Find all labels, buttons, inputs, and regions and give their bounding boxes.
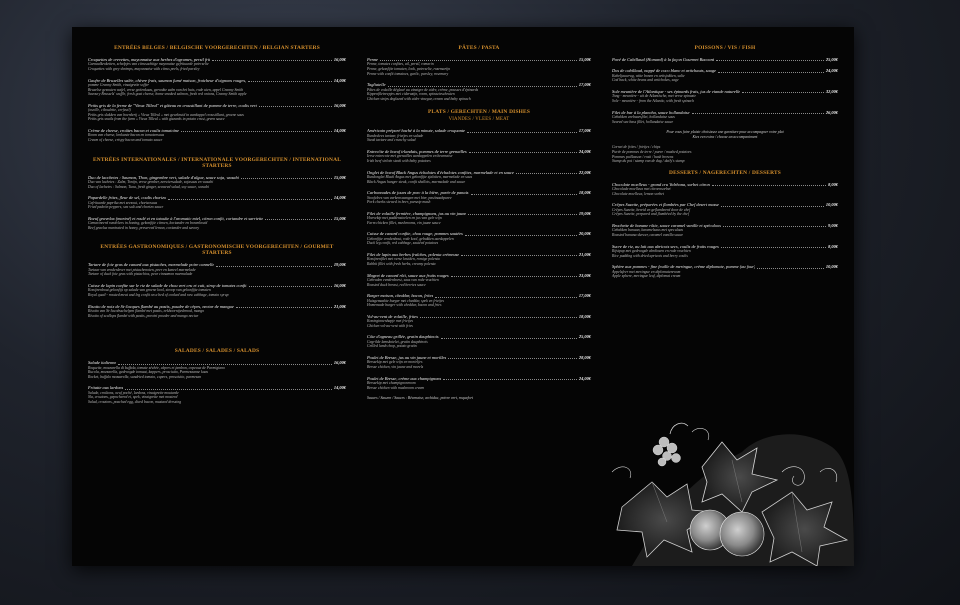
- menu-item-name: Côte d'agneau grillée, gratin dauphinois: [367, 334, 439, 340]
- menu-item-name: Filet de bar à la plancha, sauce hollandaise: [612, 109, 690, 115]
- menu-item-price: 10,00€: [825, 264, 838, 270]
- menu-item: [367, 57, 591, 76]
- menu-item-description: Petits gris snails from the farm « Vieux Tilleul » with gizzards in potato crust, green sauce: [88, 117, 225, 122]
- menu-item-name: Penne: [367, 57, 378, 62]
- menu-item-description: Gebakken banaan, karamelsaus met speculaas: [612, 228, 683, 233]
- leader-dots: [448, 358, 577, 359]
- menu-item: [367, 334, 591, 349]
- menu-item-name: Magret de canard rôti, sauce aux fruits rouges: [367, 272, 449, 278]
- menu-item: [88, 304, 346, 319]
- menu-item-price: 24,00€: [578, 375, 591, 381]
- menu-item-description: Huisgemaakte burger met cheddar, spek en frietjes: [367, 298, 444, 303]
- menu-item-name: Risotto de noix de St-Jacques flambé au pastis, poudre de cèpes, nectar de mangue: [88, 303, 234, 309]
- menu-item-name: Tartare de foie gras de canard aux pistaches, marmelade poire cannelle: [88, 262, 215, 268]
- menu-item-description: Royal quail - rossted meat and leg confit on a bed of cooked and raw cabbage, tomato syrup: [88, 292, 229, 297]
- menu-item-price: 15,00€: [333, 215, 346, 221]
- menu-item-description: Risotto van St-Jacobsschelpen flambé met pastis, eekhoorntjesbrood, mango: [88, 308, 205, 313]
- menu-item: [88, 128, 346, 143]
- menu-item-name: Crème de cheese, croûtes bacon et coulis tomatoïne: [88, 127, 180, 133]
- menu-item-price: 16,00€: [333, 57, 346, 62]
- menu-item-description: Duo van lachetes : Zalm, Tonijn, verse gember, zeewiersalade, sojasaus en wasabi: [88, 179, 214, 184]
- menu-item-price: 21,00€: [578, 251, 591, 257]
- menu-item-description: Homemade burger with cheddar, bacon and fries: [367, 303, 442, 308]
- menu-item-description: Penne, tomates confites, ail, persil, romarin: [367, 62, 434, 67]
- menu-item-name: Poulet de Bresse, jus au vin jaune et morilles: [367, 354, 447, 360]
- menu-item-price: 21,00€: [333, 303, 346, 309]
- menu-item-description: Black Angus hanger steak, confit shallots, marmalade and sauce: [367, 179, 466, 184]
- leader-dots: [721, 247, 826, 248]
- menu-item-price: 22,00€: [578, 169, 591, 175]
- menu-item-description: Duck leg confit, red cabbage, sautéed potatoes: [367, 241, 439, 246]
- menu-item-name: Tagliatelle: [367, 82, 386, 88]
- menu-item-description: Bresse chicken with mushroom cream: [367, 385, 425, 390]
- menu-item-name: Papardelle frites, fleur de sel, coulis chorizo: [88, 195, 167, 201]
- menu-item: [367, 82, 591, 101]
- menu-item-name: Vol-au-vent de volaille, frites: [367, 313, 418, 319]
- menu-item-description: Cod back, white beans and artichokes, sage: [612, 78, 679, 83]
- menu-item-price: 32,00€: [825, 89, 838, 94]
- menu-item-price: 8,00€: [828, 243, 838, 249]
- leader-dots: [692, 113, 824, 114]
- menu-item-description: Chicken strips deglazed with cider vinegar, cream and baby spinach: [367, 96, 471, 101]
- menu-item-description: Gemarineerd rundvlees in honing, gekonfijte citroen, koriander en bonenkruid: [88, 221, 208, 226]
- menu-item-description: Rucola, mozzarella, gedroogde tomaat, kappers, prosciutto, Parmezaanse kaas: [88, 370, 209, 375]
- menu-item-name: Dos de cabillaud, nappé de coco blanc et artichauts, sauge: [612, 68, 717, 74]
- menu-item-name: Entrecôte de boeuf irlandais, pommes de terre grenailles: [367, 148, 467, 154]
- menu-item-description: Sla, croutons, gepocheerd ei, spek, vinaigrette met mosterd: [88, 395, 178, 400]
- menu-item-description: Penne, gekonfijte tomaten, look, peterselie, rozemarijn: [367, 67, 451, 71]
- list-international-starters: [88, 175, 346, 231]
- menu-item-description: Gebakken zeebaarsfilet, hollandaise saus: [612, 115, 675, 119]
- leader-dots: [469, 152, 577, 153]
- menu-item: [367, 293, 591, 308]
- menu-item-price: 16,00€: [333, 282, 346, 288]
- menu-item: [88, 216, 346, 231]
- menu-item: [367, 190, 591, 205]
- menu-item: [612, 110, 838, 125]
- menu-item-name: Américain préparé haché à la minute, salade croquante: [367, 128, 466, 134]
- leader-dots: [265, 219, 332, 220]
- menu-item-description: Gekonfijte eendenbout, rode kool, gebakken aardappelen: [367, 236, 454, 241]
- menu-item-description: Risotto of scallops flambé with pastis, porcini powder and mango nectar: [88, 313, 199, 318]
- menu-item: [88, 283, 346, 298]
- menu-item: [612, 223, 838, 238]
- leader-dots: [241, 178, 332, 179]
- sides-note-line-2: Kies een extra / choose an accompaniment: [692, 134, 758, 139]
- menu-item-description: Salade, croûtons, oeuf poché, lardons, vinaigrette moutarde: [88, 390, 179, 395]
- menu-item: [612, 264, 838, 279]
- menu-item-description: Garnaalkroketten, schelpjes van citrusachtige mayonaise gefrituurde peterselie: [88, 62, 209, 67]
- menu-item-price: 25,00€: [578, 334, 591, 340]
- menu-item-description: Penne with confit tomatoes, garlic, parsley, rosemary: [367, 71, 449, 76]
- menu-item-description: Kippenfiletreepjes met ciderazijn, room, spinaziescheuten: [367, 92, 455, 97]
- menu-item-description: Fried padrón peppers, sea salt and chorizo sauce: [88, 205, 164, 210]
- menu-item-description: Konijnenfilet met verse kruiden, romige polenta: [367, 257, 440, 262]
- section-title-salads: SALADES / SALADES / SALADS: [174, 348, 260, 355]
- list-desserts: [612, 182, 838, 279]
- section-title-desserts: DESSERTS / NAGERECHTEN / DESSERTS: [669, 169, 781, 176]
- menu-item-name: Petits gris de la ferme de "Vieux Tilleul" et gâteau en croustillant de pomme de terre, coulis vert: [88, 102, 257, 108]
- menu-item-description: Appelsfeer met meringue en diplomatenroom: [612, 269, 681, 274]
- menu-item-description: Cream of cheese, crispy bacon and tomato sauce: [88, 137, 163, 142]
- menu-item: [367, 314, 591, 329]
- leader-dots: [712, 185, 826, 186]
- menu-item-description: Stoofvlees van varkenswangen met bier, pastinaakpuree: [367, 195, 452, 200]
- menu-item-price: 19,00€: [578, 210, 591, 216]
- list-pasta: [367, 57, 591, 101]
- menu-item-price: 17,00€: [578, 82, 591, 88]
- menu-item-name: Salade italienne: [88, 360, 117, 366]
- menu-item-description: Bressekip met gele wijn en morieljes: [367, 360, 423, 365]
- sides-list: [612, 145, 838, 163]
- menu-item-description: Gebraden eendenborst, saus van rode vruchten: [367, 277, 439, 282]
- menu-item-name: Onglet de boeuf Black Angus échalotes d'échalotes confites, marmelade et en sauce: [367, 169, 514, 175]
- menu-item: [88, 195, 346, 210]
- menu-item-name: Gaufre de Bruxelles salée, chèvre frais, saumon fumé maison, fraicheur d'oignons rouges,: [88, 77, 247, 83]
- menu-item: [88, 262, 346, 277]
- menu-item-name: Chocolate moelleux - grand cru Valrhona, sorbet citron: [612, 181, 710, 187]
- section-title-international-starters: ENTRÉES INTERNATIONALES / INTERNATIONALE VOORGERECHTEN / INTERNATIONAL STARTERS: [92, 156, 342, 169]
- menu-item-name: Sphère aux pommes - fine feuille de meringue, crème diplomate, pomme (au four): [612, 264, 756, 270]
- menu-item-price: 19,00€: [333, 262, 346, 268]
- menu-item-description: Kabeljauwrug, witte bonen en artisjokken, salie: [612, 73, 685, 78]
- menu-item-price: 14,00€: [333, 127, 346, 133]
- menu-item-description: Pâtes de volaille déglacé au vinaigre de cidre, crème, pousses d'épinards: [367, 87, 479, 92]
- menu-item: [367, 376, 591, 391]
- menu-item-description: Crêpes Suzette, bereid en geflambeerd door de chef: [612, 207, 691, 212]
- menu-item-description: Roquette, mozzarella di buffala, tomate séchée, câpres et jambon, copeaux de Parmigiano: [88, 365, 225, 370]
- list-gourmet-starters: [88, 262, 346, 318]
- menu-item-name: Brochette de banane rôtie, sauce caramel vanille et spéculoos: [612, 222, 721, 228]
- menu-item-description: Steak tartare and crunchy salad: [367, 138, 416, 143]
- section-title-belgian-starters: ENTRÉES BELGES / BELGISCHE VOORGERECHTEN / BELGIAN STARTERS: [114, 45, 320, 51]
- section-subtitle-meat: VIANDES / VLEES / MEAT: [448, 117, 510, 123]
- menu-item-price: 24,00€: [825, 68, 838, 74]
- menu-item-description: Room van cheese, krokante bacon en tomatensaus: [88, 133, 165, 138]
- column-starters: [88, 45, 346, 411]
- menu-item-description: Chocolate moelleux, lemon sorbet: [612, 191, 664, 196]
- menu-item-description: Ierse entrecote met grenailles aardappelen en bearnaise: [367, 154, 453, 159]
- menu-item: [367, 128, 591, 143]
- menu-item-name: Crêpes Suzette, préparées et flambées par Chef desert masse: [612, 202, 719, 208]
- leader-dots: [723, 226, 826, 227]
- menu-item-price: 14,00€: [333, 77, 346, 83]
- leader-dots: [420, 317, 577, 318]
- leader-dots: [465, 235, 577, 236]
- menu-item-description: Tartaar van eendenlever met pistachenoten, peer en kaneel marmelade: [88, 267, 196, 272]
- leader-dots: [471, 194, 577, 195]
- menu-item: [612, 182, 838, 197]
- list-belgian-starters: [88, 57, 346, 143]
- menu-item-description: Hoevekip met paddenstoelen en jus van gele wijn: [367, 216, 442, 221]
- menu-item: [88, 360, 346, 379]
- leader-dots: [443, 379, 577, 380]
- leader-dots: [718, 72, 824, 73]
- side-item: Purée de pommes de terre / puree / mashed potatoes: [612, 149, 692, 154]
- menu-item-description: Chocolade moelleux met citroensorbet: [612, 187, 671, 192]
- menu-item-description: Chicken vol-au-vent with fries: [367, 323, 413, 328]
- column-mains: [367, 45, 591, 401]
- menu-item: [367, 231, 591, 246]
- leader-dots: [236, 307, 332, 308]
- menu-item-name: Duo de lacchetes : Saumon, Thon, gingembre vert, salade d'algue, sauce soja, wasabi: [88, 174, 239, 180]
- menu-item: [367, 252, 591, 267]
- menu-item: [88, 103, 346, 122]
- sides-note-line-1: Pour vous faire plaisir choisissez une garniture pour accompagner votre plat: [666, 130, 784, 135]
- menu-item-price: 16,00€: [333, 360, 346, 366]
- leader-dots: [118, 364, 332, 365]
- leader-dots: [212, 60, 332, 61]
- menu-item: [612, 68, 838, 83]
- fig-right: [720, 512, 764, 556]
- leader-dots: [451, 276, 577, 277]
- menu-item-price: 16,00€: [333, 102, 346, 108]
- section-title-gourmet-starters: ENTRÉES GASTRONOMIQUES / GASTRONOMISCHE VOORGERECHTEN / GOURMET STARTERS: [100, 244, 334, 257]
- menu-item-name: Boeuf gravelax (mariné) et roulé et en tatouke à l'aromatic miel, citron confit, coriandre et sarriette: [88, 215, 264, 221]
- menu-item-name: Carbonnades de joues de porc à la bière, purée de panais: [367, 190, 469, 196]
- menu-item-price: 15,00€: [333, 174, 346, 180]
- menu-item: [367, 211, 591, 226]
- menu-item-description: Savoury Brussels' waffle, fresh goat cheese, home smoked salmon, fresh red onions, Granny Smith apple: [88, 92, 247, 97]
- leader-dots: [757, 268, 823, 269]
- leader-dots: [259, 106, 332, 107]
- menu-item-head: [612, 57, 838, 62]
- leader-dots: [742, 92, 824, 93]
- menu-item-name: Croquettes de crevettes, mayonnaise aux herbes d'agrumes, persil frit: [88, 57, 211, 62]
- menu-item: [367, 170, 591, 185]
- menu-item: [88, 78, 346, 97]
- menu-item-description: Bresse chicken, vin jaune and morels: [367, 364, 424, 369]
- menu-item-name: Filet de volaille fermière, champignons, jus au vin jaune: [367, 210, 467, 216]
- menu-item-price: 17,00€: [578, 128, 591, 134]
- list-salads: [88, 360, 346, 404]
- menu-page: [72, 27, 854, 566]
- menu-item-description: Rundsvlees tartaar, frietjes en salade: [367, 133, 424, 138]
- section-title-pasta: PÂTES / PASTA: [458, 45, 500, 51]
- menu-item-description: Rijstpap met gedroogde abrikozen en rode vruchten: [612, 248, 691, 253]
- menu-item-description: Crêpes Suzette, prepared and flambéed by the chef: [612, 212, 689, 217]
- menu-item-name: Cuisse de lapin confite sur le riz de salade de chou vert cru et cuit, sirop de tomates confit: [88, 282, 247, 288]
- menu-item-description: Tong - meunière - uit de Atlantische, met verse spinazie: [612, 94, 697, 99]
- menu-item-description: Duo of lachetes : Salmon, Tuna, fresh ginger, seaweed salad, soy sauce, wasabi: [88, 184, 209, 189]
- menu-item: [612, 202, 838, 217]
- menu-item-description: Croquettes with grey shrimps, mayonnaise with citrus peels, fried parsley: [88, 67, 200, 71]
- menu-item-price: 20,00€: [578, 231, 591, 237]
- menu-item: [612, 57, 838, 62]
- menu-item-description: Rocket, buffalo mozzarella, sundried tomato, capers, prosciutto, parmesan: [88, 374, 202, 379]
- leader-dots: [380, 60, 577, 61]
- menu-item-price: 23,00€: [578, 272, 591, 278]
- leader-dots: [216, 266, 332, 267]
- menu-item-description: Gegrilde lamskotelet, gratin dauphinois: [367, 339, 428, 344]
- menu-item-description: Petits gris slakken van boerderij « Vieux Tilleul » met geurkruid in aardappel croustillant, groene saus: [88, 112, 244, 117]
- section-title-main-dishes: PLATS / GERECHTEN / MAIN DISHES: [427, 109, 531, 116]
- column-fish-desserts: [612, 45, 838, 285]
- menu-item-name: Filet de lapin aux herbes fraîches, polenta crémeuse: [367, 251, 460, 257]
- menu-item-name: Sucre de riz, au lait aux abricots secs, coulis de fruits rouges: [612, 243, 719, 249]
- leader-dots: [125, 389, 332, 390]
- leader-dots: [721, 206, 824, 207]
- leader-dots: [468, 214, 577, 215]
- menu-item-description: pomme Granny Smith, vinaigrette soffer: [88, 83, 149, 87]
- menu-item: [367, 273, 591, 288]
- section-title-fish: POISSONS / VIS / FISH: [694, 45, 756, 51]
- menu-item-price: 14,00€: [333, 385, 346, 391]
- menu-item-name: Fritatte aux lardons: [88, 385, 124, 391]
- menu-item-description: Rice pudding with dried apricots and berry coulis: [612, 253, 688, 258]
- menu-item-price: 26,00€: [825, 109, 838, 115]
- menu-item-description: Irish beef sirloin steak with baby potatoes: [367, 158, 431, 163]
- menu-item-description: Farm chicken fillet, mushrooms, vin jaune sauce: [367, 220, 441, 225]
- menu-item: [88, 175, 346, 190]
- menu-item-price: 10,00€: [825, 202, 838, 208]
- menu-item-description: Bruxelse gezouten wafel, verse geitenkaas, gerookte zalm van het huis, rode uien, appel Granny Smith: [88, 87, 244, 92]
- menu-item-description: Gefrituurde paprika met zeezout, chorizosaus: [88, 200, 158, 205]
- side-item: Pommes paillasson / rosti / hash browns: [612, 154, 674, 159]
- side-item: Stamp du pot / stamp van de dag / daily's stamp: [612, 159, 685, 164]
- menu-item-description: (oseille, ciboulette, cerfeuil): [88, 108, 131, 113]
- list-fish: [612, 57, 838, 124]
- menu-item-description: Seared sea bass fillet, hollandaise sauce: [612, 119, 674, 124]
- leader-dots: [461, 255, 577, 256]
- menu-item: [367, 149, 591, 164]
- menu-item-name: Poulet de Bresse, crème aux champignons: [367, 375, 442, 381]
- menu-item-description: Koninginnenhapje met frietjes: [367, 319, 413, 324]
- menu-item-price: 8,00€: [828, 181, 838, 187]
- sides-note: [612, 130, 838, 139]
- menu-item-price: 25,00€: [825, 57, 838, 62]
- leader-dots: [181, 131, 332, 132]
- leader-dots: [388, 86, 577, 87]
- menu-item-description: Grilled lamb chop, potato gratin: [367, 344, 417, 349]
- menu-item-description: Rundonglet Black Angus met gekonfijte sjalotten, marmelade en saus: [367, 174, 473, 179]
- menu-item-price: 14,00€: [333, 195, 346, 201]
- leader-dots: [435, 297, 577, 298]
- menu-item-price: 28,00€: [578, 354, 591, 360]
- menu-item: [88, 385, 346, 404]
- menu-item: [612, 89, 838, 104]
- menu-item-description: Pork cheeks stewed in beer, parsnip mash: [367, 200, 431, 205]
- menu-item-name: Pavé de Cabillaud (Homard) à la façon Gourmet Baccard: [612, 57, 715, 62]
- menu-item-price: 9,00€: [828, 222, 838, 228]
- menu-item-description: Rabbit fillet with fresh herbs, creamy polenta: [367, 261, 436, 266]
- menu-item-description: Konijnenbout gekonfijt op salade van groene kool, siroop van gekonfijte tomaten: [88, 288, 211, 293]
- menu-item-description: Beef gravlax marinated in honey, preserved lemon, coriander and savory: [88, 225, 200, 230]
- menu-item-price: 24,00€: [578, 148, 591, 154]
- menu-item-description: Roasted banana skewer, caramel vanilla sauce: [612, 232, 684, 237]
- leader-dots: [248, 81, 332, 82]
- leader-dots: [516, 173, 577, 174]
- leader-dots: [168, 199, 332, 200]
- menu-item-price: 15,00€: [578, 57, 591, 62]
- menu-item-description: Roasted duck breast, red berries sauce: [367, 282, 426, 287]
- menu-item: [612, 244, 838, 259]
- menu-item-price: 18,00€: [578, 190, 591, 196]
- menu-item-price: 17,00€: [578, 293, 591, 299]
- leader-dots: [249, 286, 332, 287]
- menu-item-description: Bressekip met champignonroom: [367, 380, 416, 385]
- menu-item: [88, 57, 346, 72]
- menu-item-description: Tartare of duck foie gras with pistachios, pear cinnamon marmalade: [88, 272, 193, 277]
- side-item: Cornet de frites / frietjes / chips: [612, 145, 661, 150]
- menu-item-description: Apple sphere, meringue leaf, diplomat cream: [612, 274, 681, 279]
- leader-dots: [441, 338, 577, 339]
- menu-item-name: Sole meunière de l'Atlantique - ses épinards frais, jus de viande naturelle: [612, 89, 741, 94]
- menu-item-description: Sole - meunière - from the Atlantic, with fresh spinach: [612, 99, 694, 103]
- grape-leaf-illustration: [592, 412, 854, 566]
- menu-item-name: Burger maison, cheddar, bacon, frites: [367, 293, 434, 299]
- sauces-line: Sauces / Sauzen / Sauces : Béarnaise, archiduc, poivre vert, roquefort: [367, 396, 473, 401]
- leader-dots: [716, 60, 824, 61]
- menu-item-name: Cuisse de canard confite, chou rouge, pommes sautées: [367, 231, 463, 237]
- leader-dots: [467, 132, 577, 133]
- menu-item-price: 18,00€: [578, 313, 591, 319]
- menu-item: [367, 355, 591, 370]
- menu-item-description: Salad, croutons, poached egg, diced bacon, mustard dressing: [88, 399, 182, 404]
- list-main-dishes: [367, 128, 591, 390]
